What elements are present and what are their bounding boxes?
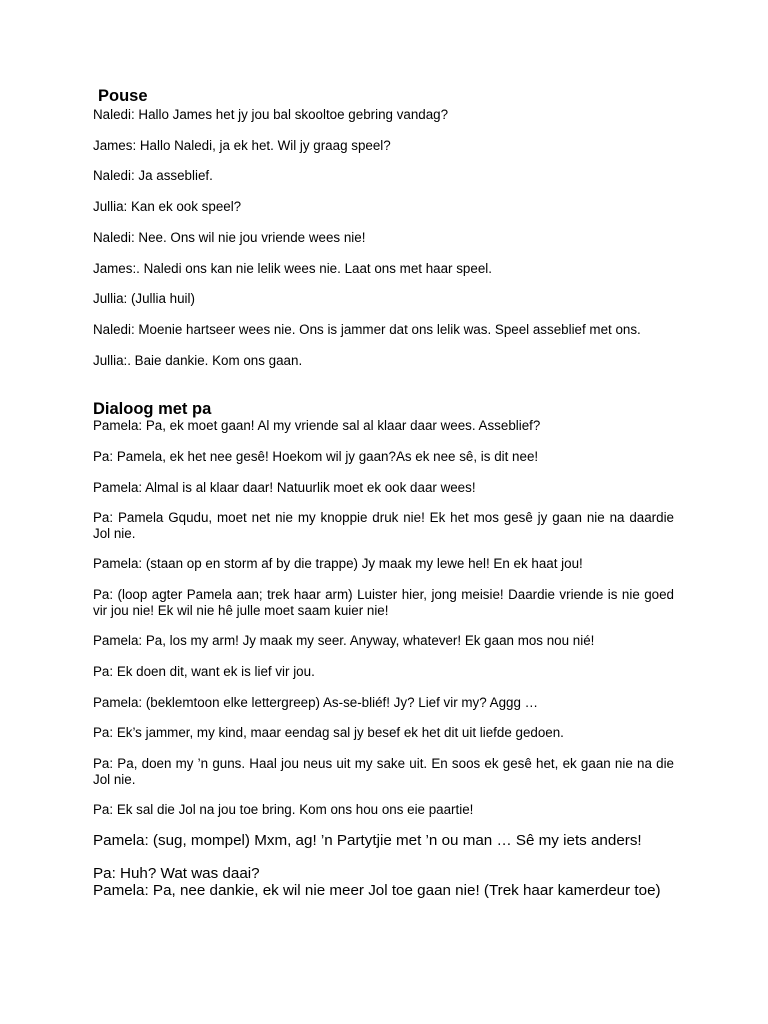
dialogue-line: Jullia: Kan ek ook speel? — [93, 199, 242, 214]
dialogue-line: James: Hallo Naledi, ja ek het. Wil jy graag speel? — [93, 138, 391, 153]
dialogue-line: Jullia: (Jullia huil) — [93, 291, 195, 306]
dialogue-line: Pamela: (beklemtoon elke lettergreep) As-se-bliéf! Jy? Lief vir my? Aggg … — [93, 695, 539, 710]
dialogue-paragraph: Pa: Pa, doen my ’n guns. Haal jou neus uit my sake uit. En soos ek gesê het, ek gaan nie na die Jol nie. — [93, 756, 674, 787]
dialogue-line: Pamela: Pa, nee dankie, ek wil nie meer Jol toe gaan nie! (Trek haar kamerdeur toe) — [93, 882, 661, 899]
dialogue-line: Pa: Huh? Wat was daai? — [93, 865, 260, 882]
dialogue-line: James:. Naledi ons kan nie lelik wees nie. Laat ons met haar speel. — [93, 261, 492, 276]
section-title-pouse: Pouse — [98, 87, 148, 105]
dialogue-line: Pamela: Pa, los my arm! Jy maak my seer. Anyway, whatever! Ek gaan mos nou nié! — [93, 633, 595, 648]
dialogue-line: Pamela: (staan op en storm af by die trappe) Jy maak my lewe hel! En ek haat jou! — [93, 556, 583, 571]
dialogue-paragraph: Pa: (loop agter Pamela aan; trek haar arm) Luister hier, jong meisie! Daardie vriende is nie goed vir jou nie! Ek wil nie hê julle moet saam kuier nie! — [93, 587, 674, 618]
dialogue-line: Pamela: Pa, ek moet gaan! Al my vriende sal al klaar daar wees. Asseblief? — [93, 418, 541, 433]
dialogue-line: Pa: Pamela, ek het nee gesê! Hoekom wil jy gaan?As ek nee sê, is dit nee! — [93, 449, 539, 464]
dialogue-line: Pa: Ek sal die Jol na jou toe bring. Kom ons hou ons eie paartie! — [93, 802, 474, 817]
dialogue-line: Jullia:. Baie dankie. Kom ons gaan. — [93, 353, 303, 368]
dialogue-line: Pa: Ek’s jammer, my kind, maar eendag sal jy besef ek het dit uit liefde gedoen. — [93, 725, 564, 740]
dialogue-line: Pamela: Almal is al klaar daar! Natuurlik moet ek ook daar wees! — [93, 480, 476, 495]
dialogue-line: Pa: Ek doen dit, want ek is lief vir jou. — [93, 664, 315, 679]
dialogue-line: Naledi: Moenie hartseer wees nie. Ons is jammer dat ons lelik was. Speel asseblief met ons. — [93, 322, 641, 337]
dialogue-line: Pamela: (sug, mompel) Mxm, ag! ’n Partytjie met ’n ou man … Sê my iets anders! — [93, 832, 642, 849]
dialogue-line: Naledi: Hallo James het jy jou bal skooltoe gebring vandag? — [93, 107, 449, 122]
dialogue-line: Naledi: Nee. Ons wil nie jou vriende wees nie! — [93, 230, 366, 245]
dialogue-line: Naledi: Ja asseblief. — [93, 168, 213, 183]
section-title-dialoog: Dialoog met pa — [93, 400, 212, 418]
dialogue-paragraph: Pa: Pamela Gqudu, moet net nie my knoppie druk nie! Ek het mos gesê jy gaan nie na daardie Jol nie. — [93, 510, 674, 541]
